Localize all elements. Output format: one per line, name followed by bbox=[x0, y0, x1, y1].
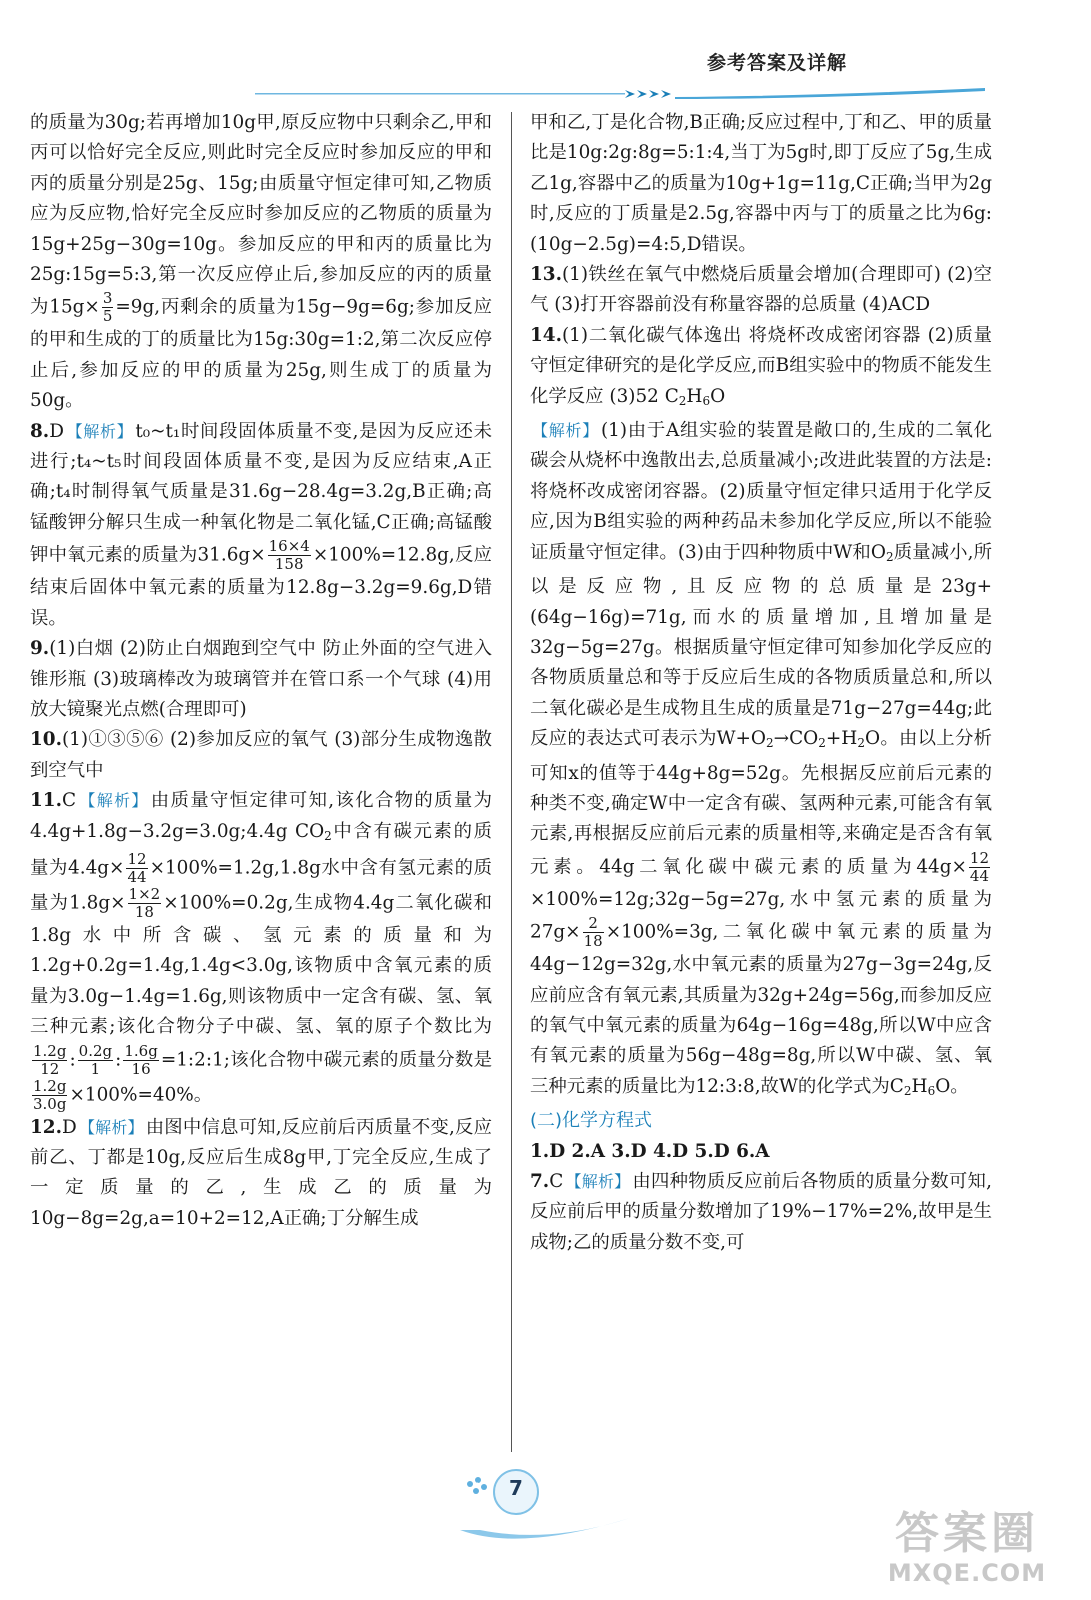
left-column bbox=[30, 108, 492, 1234]
column-divider bbox=[511, 112, 512, 1452]
fraction: $\frac{3}{5}$ bbox=[102, 289, 113, 326]
answer-14-analysis: 【解析】 (1)由于A组实验的装置是敞口的,生成的二氧化碳会从烧杯中逸散出去,总质量减小;改进此装置的方法是:将烧杯改成密闭容器。(2)质量守恒定律只适用于化学反应,因为B组实验的两种药品未参加化学反应,所以不能验证质量守恒定律。(3)由于四种物质中W和$O_2$质量减小,所以是反应物,且反应物的总质量是23g+(64g−16g)=71g,而水的质量增加,且增加量是32g−5g=27g。根据质量守恒定律可知参加化学反应的各物质质量总和等于反应后生成的各物质质量总和,所以二氧化碳必是生成物且生成的质量是71g−27g=44g;此反应的表达式可表示为$W+O_2\to CO_2+H_2O$。由以上分析可知x的值等于44g+8g=52g。先根据反应前后元素的种类不变,确定W中一定含有碳、氢两种元素,可能含有氧元素,再根据反应前后元素的质量相等,来确定是否含有氧元素。44g二氧化碳中碳元素的质量为44g× $\frac{12}{44}$ ×100%=12g;32g−5g=27g,水中氢元素的质量为27g× $\frac{2}{18}$ ×100%=3g,二氧化碳中氧元素的质量为44g−12g=32g,水中氧元素的质量为27g−3g=24g,反应前应含有氧元素,其质量为32g+24g=56g,而参加反应的氧气中氧元素的质量为64g−16g=48g,所以W中应含有氧元素的质量为56g−48g=8g,所以W中碳、氢、氧三种元素的质量比为12:3:8,故W的化学式为$C_2H_6O$。 bbox=[530, 420, 993, 1098]
fraction: $\frac{1\times 2}{18}$ bbox=[128, 884, 161, 921]
fraction: $\frac{2}{18}$ bbox=[583, 914, 603, 951]
watermark-domain: MXQE.COM bbox=[887, 1559, 1047, 1587]
answer-7: 7.C 【解析】 由四种物质反应前后各物质的质量分数可知,反应前后甲的质量分数增加了19%−17%=2%,故甲是生成物;乙的质量分数不变,可 bbox=[530, 1171, 992, 1253]
header-decoration bbox=[255, 88, 985, 100]
page-header-title: 参考答案及详解 bbox=[706, 52, 847, 74]
answer-9: 9.(1)白烟 (2)防止白烟跑到空气中 防止外面的空气进入锥形瓶 (3)玻璃棒改为玻璃管并在管口系一个气球 (4)用放大镜聚光点燃(合理即可) bbox=[30, 638, 492, 720]
fraction: $\frac{1.6g}{16}$ bbox=[124, 1041, 158, 1078]
page-number: 7 bbox=[509, 1476, 523, 1500]
fraction: $\frac{12}{44}$ bbox=[969, 848, 989, 885]
watermark bbox=[867, 1508, 1067, 1588]
analysis-tag: 【解析】 bbox=[78, 791, 149, 811]
right-column bbox=[530, 108, 992, 1258]
answer-7-continued: 的质量为30g;若再增加10g甲,原反应物中只剩余乙,甲和丙可以恰好完全反应,则此时完全反应时参加反应的甲和丙的质量分别是25g、15g;由质量守恒定律可知,乙物质应为反应物,恰好完全反应时参加反应的乙物质的质量为15g+25g−30g=10g。参加反应的甲和丙的质量比为25g:15g=5:3,第一次反应停止后,参加反应的丙的质量为15g× $\frac{3}{5}$ =9g,丙剩余的质量为15g−9g=6g;参加反应的甲和生成的丁的质量比为15g:30g=1:2,第二次反应停止后,参加反应的甲的质量为25g,则生成丁的质量为50g。 bbox=[30, 112, 492, 412]
answer-8: 8.D 【解析】 t₀~t₁时间段固体质量不变,是因为反应还未进行;t₄~t₅时间段固体质量不变,是因为反应结束,A正确;t₄时制得氧气质量是31.6g−28.4g=3.2g,B正确;高锰酸钾分解只生成一种氧化物是二氧化锰,C正确;高锰酸钾中氧元素的质量为31.6g× $\frac{16\times 4}{158}$ ×100%=12.8g,反应结束后固体中氧元素的质量为12.8g−3.2g=9.6g,D错误。 bbox=[30, 420, 492, 629]
answer-12-continued: 甲和乙,丁是化合物,B正确;反应过程中,丁和乙、甲的质量比是10g:2g:8g=5:1:4,当丁为5g时,即丁反应了5g,生成乙1g,容器中乙的质量为10g+1g=11g,C正确;当甲为2g时,反应的丁质量是2.5g,容器中丙与丁的质量之比为6g:(10g−2.5g)=4:5,D错误。 bbox=[530, 112, 992, 255]
fraction: $\frac{16\times 4}{158}$ bbox=[268, 537, 310, 574]
answer-11: 11.C 【解析】 由质量守恒定律可知,该化合物的质量为4.4g+1.8g−3.2g=3.0g;4.4g $CO_2$中含有碳元素的质量为4.4g× $\frac{12}{44}$ ×100%=1.2g,1.8g水中含有氢元素的质量为1.8g× $\frac{1\times 2}{18}$ ×100%=0.2g,生成物4.4g二氧化碳和1.8g水中所含碳、氢元素的质量和为1.2g+0.2g=1.4g,1.4g<3.0g,该物质中含氧元素的质量为3.0g−1.4g=1.6g,则该物质中一定含有碳、氢、氧三种元素;该化合物分子中碳、氢、氧的原子个数比为 $\frac{1.2g}{12}$ : $\frac{0.2g}{1}$ : $\frac{1.6g}{16}$ =1:2:1;该化合物中碳元素的质量分数是 $\frac{1.2g}{3.0g}$ ×100%=40%。 bbox=[30, 790, 492, 1113]
answer-14: 14.(1)二氧化碳气体逸出 将烧杯改成密闭容器 (2)质量守恒定律研究的是化学反应,而B组实验中的物质不能发生化学反应 (3)52 $C_2H_6O$ bbox=[530, 324, 992, 408]
page-badge-decoration-icon bbox=[440, 1460, 640, 1550]
fraction: $\frac{12}{44}$ bbox=[127, 849, 147, 886]
fraction: $\frac{1.2g}{12}$ bbox=[33, 1041, 67, 1078]
answer-13: 13.(1)铁丝在氧气中燃烧后质量会增加(合理即可) (2)空气 (3)打开容器前没有称量容器的总质量 (4)ACD bbox=[530, 264, 992, 316]
analysis-tag: 【解析】 bbox=[65, 421, 134, 441]
section-title: (二)化学方程式 bbox=[530, 1110, 653, 1132]
analysis-tag: 【解析】 bbox=[532, 421, 599, 441]
fraction: $\frac{1.2g}{3.0g}$ bbox=[33, 1076, 67, 1113]
answer-12: 12.D 【解析】 由图中信息可知,反应前后丙质量不变,反应前乙、丁都是10g,反应后生成8g甲,丁完全反应,生成了一定质量的乙,生成乙的质量为10g−8g=2g,a=10+2=12,A正确;丁分解生成 bbox=[30, 1116, 492, 1229]
answer-10: 10.(1)①③⑤⑥ (2)参加反应的氧气 (3)部分生成物逸散到空气中 bbox=[30, 729, 492, 781]
watermark-logo-text: 答案圈 bbox=[895, 1508, 1039, 1559]
page-number-badge bbox=[440, 1460, 640, 1550]
analysis-tag: 【解析】 bbox=[565, 1172, 631, 1191]
fraction: $\frac{0.2g}{1}$ bbox=[78, 1041, 113, 1078]
multiple-choice-answers: 1.D 2.A 3.D 4.D 5.D 6.A bbox=[530, 1140, 770, 1162]
analysis-tag: 【解析】 bbox=[78, 1117, 144, 1137]
